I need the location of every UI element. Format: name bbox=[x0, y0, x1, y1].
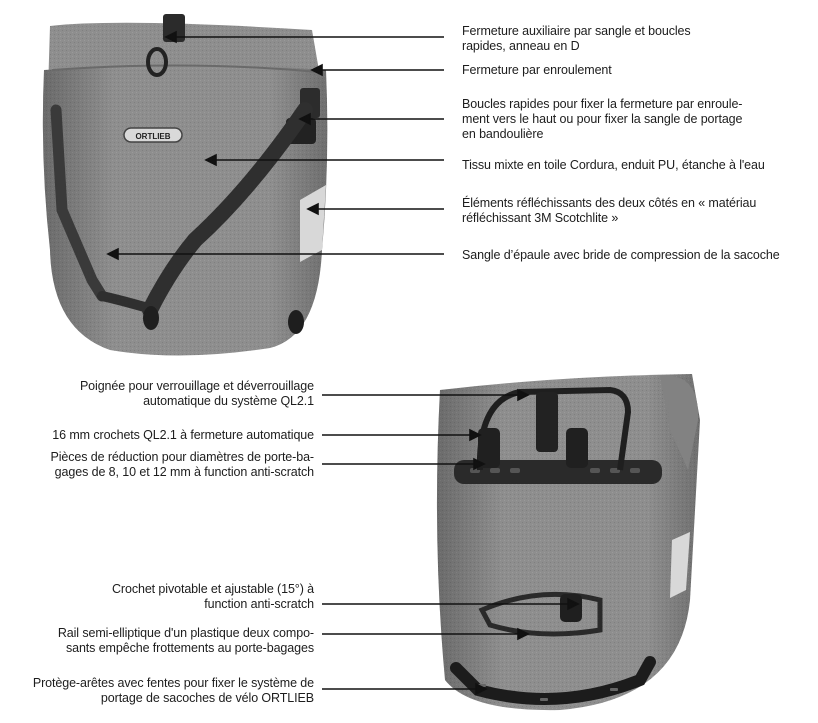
svg-text:ORTLIEB: ORTLIEB bbox=[135, 132, 171, 141]
callout-hooks: 16 mm crochets QL2.1 à fermeture automatique bbox=[52, 428, 314, 442]
callout-edge-protector: Protège-arêtes avec fentes pour fixer le système de portage de sacoches de vélo ORTLIEB bbox=[32, 676, 314, 705]
front-bag bbox=[43, 14, 327, 356]
callout-reflective: Éléments réfléchissants des deux côtés en « matériau réfléchissant 3M Scotchlite » bbox=[462, 196, 757, 225]
callout-aux-closure: Fermeture auxiliaire par sangle et boucles rapides, anneau en D bbox=[462, 24, 691, 53]
back-bag bbox=[437, 374, 700, 710]
callout-handle: Poignée pour verrouillage et déverrouillage automatique du système QL2.1 bbox=[79, 379, 314, 408]
callout-shoulder-strap: Sangle d’épaule avec bride de compression de la sacoche bbox=[462, 248, 780, 262]
callout-fabric: Tissu mixte en toile Cordura, enduit PU, étanche à l'eau bbox=[462, 158, 765, 172]
callout-reducers: Pièces de réduction pour diamètres de porte-ba- gages de 8, 10 et 12 mm à function anti-scratch bbox=[50, 450, 314, 479]
callout-pivot-hook: Crochet pivotable et ajustable (15°) à function anti-scratch bbox=[111, 582, 314, 611]
callout-quick-buckles: Boucles rapides pour fixer la fermeture par enroule- ment vers le haut ou pour fixer la sangle de portage en bandoulière bbox=[462, 97, 743, 141]
callout-roll-closure: Fermeture par enroulement bbox=[462, 63, 612, 77]
callout-rail: Rail semi-elliptique d'un plastique deux compo- sants empêche frottements au porte-bagages bbox=[57, 626, 314, 655]
